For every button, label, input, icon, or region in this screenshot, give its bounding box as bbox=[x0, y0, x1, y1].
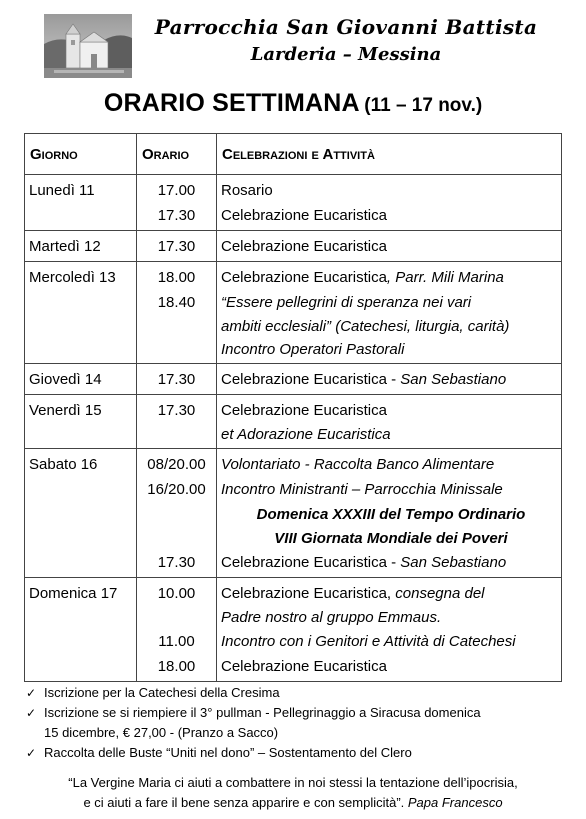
activity-line: Celebrazione Eucaristica bbox=[221, 238, 387, 255]
activity-line: Celebrazione Eucaristica, consegna del bbox=[221, 585, 485, 602]
activity-line: et Adorazione Eucaristica bbox=[221, 426, 391, 443]
header-activity: Celebrazioni e Attività bbox=[217, 134, 562, 175]
time-value: 17.00 bbox=[157, 182, 196, 199]
activity-cell bbox=[217, 364, 562, 395]
page-title bbox=[0, 89, 586, 118]
activity-line: Celebrazione Eucaristica - San Sebastiano bbox=[221, 554, 507, 571]
quote-author: Papa Francesco bbox=[407, 795, 503, 810]
activity-cell bbox=[217, 262, 562, 364]
time-cell bbox=[137, 395, 217, 449]
checkmark-icon: ✓ bbox=[26, 686, 37, 700]
activity-cell bbox=[217, 231, 562, 262]
day-cell bbox=[25, 175, 137, 231]
table-row bbox=[25, 395, 562, 449]
day-cell bbox=[25, 578, 137, 682]
time-cell bbox=[137, 449, 217, 578]
time-value: 08/20.00 bbox=[147, 456, 206, 473]
day-cell bbox=[25, 395, 137, 449]
time-value: 18.00 bbox=[157, 658, 196, 675]
note-item-continued: 15 dicembre, € 27,00 - (Pranzo a Sacco) bbox=[44, 725, 279, 740]
activity-line: Celebrazione Eucaristica, Parr. Mili Marina bbox=[221, 269, 504, 286]
day-label: Sabato 16 bbox=[29, 456, 98, 473]
note-item: ✓ Iscrizione se si riempiere il 3° pullman - Pellegrinaggio a Siracusa domenica bbox=[24, 703, 564, 723]
time-value: 17.30 bbox=[157, 371, 196, 388]
activity-line: Rosario bbox=[221, 182, 273, 199]
day-cell bbox=[25, 364, 137, 395]
day-label: Lunedì 11 bbox=[29, 182, 95, 199]
activity-line: Incontro con i Genitori e Attività di Catechesi bbox=[221, 633, 516, 650]
time-value: 17.30 bbox=[157, 238, 196, 255]
day-label: Venerdì 15 bbox=[29, 402, 102, 419]
activity-line: Volontariato - Raccolta Banco Alimentare bbox=[221, 456, 495, 473]
activity-line-highlight: Domenica XXXIII del Tempo Ordinario bbox=[256, 506, 526, 523]
time-value: 17.30 bbox=[157, 207, 196, 224]
time-cell bbox=[137, 364, 217, 395]
activity-cell bbox=[217, 449, 562, 578]
day-cell bbox=[25, 231, 137, 262]
day-label: Martedì 12 bbox=[29, 238, 101, 255]
activity-line: ambiti ecclesiali” (Catechesi, liturgia, carità) bbox=[221, 318, 510, 335]
note-item: ✓ Raccolta delle Buste “Uniti nel dono” – Sostentamento del Clero bbox=[24, 743, 564, 763]
time-value: 17.30 bbox=[157, 554, 196, 571]
parish-name: Parrocchia San Giovanni Battista bbox=[154, 15, 538, 39]
activity-line: Celebrazione Eucaristica bbox=[221, 658, 387, 675]
table-row bbox=[25, 231, 562, 262]
schedule-table bbox=[24, 133, 562, 682]
activity-cell bbox=[217, 578, 562, 682]
closing-quote bbox=[10, 773, 576, 813]
header-time: Orario bbox=[137, 134, 217, 175]
day-label: Giovedì 14 bbox=[29, 371, 102, 388]
time-cell bbox=[137, 262, 217, 364]
activity-line: Celebrazione Eucaristica bbox=[221, 207, 387, 224]
time-value: 16/20.00 bbox=[147, 481, 206, 498]
time-cell bbox=[137, 175, 217, 231]
time-value: 18.00 bbox=[157, 269, 196, 286]
title-dates: (11 – 17 nov.) bbox=[364, 95, 483, 116]
activity-line: Celebrazione Eucaristica bbox=[221, 402, 387, 419]
time-value: 11.00 bbox=[158, 633, 195, 650]
time-value: 17.30 bbox=[157, 402, 196, 419]
table-row bbox=[25, 262, 562, 364]
time-cell bbox=[137, 231, 217, 262]
table-header-row bbox=[25, 134, 562, 175]
header-day: Giorno bbox=[25, 134, 137, 175]
quote-line: e ci aiuti a fare il bene senza apparire e con semplicità”. Papa Francesco bbox=[83, 795, 503, 810]
activity-line: Incontro Ministranti – Parrocchia Minissale bbox=[221, 481, 503, 498]
activity-line: Padre nostro al gruppo Emmaus. bbox=[221, 609, 442, 626]
activity-cell bbox=[217, 395, 562, 449]
activity-line: Celebrazione Eucaristica - San Sebastiano bbox=[221, 371, 507, 388]
table-row bbox=[25, 449, 562, 578]
activity-line: Incontro Operatori Pastorali bbox=[221, 341, 405, 358]
table-row bbox=[25, 578, 562, 682]
table-row bbox=[25, 175, 562, 231]
table-row bbox=[25, 364, 562, 395]
notes-list bbox=[24, 683, 564, 763]
time-value: 10.00 bbox=[157, 585, 196, 602]
activity-cell bbox=[217, 175, 562, 231]
activity-line: “Essere pellegrini di speranza nei vari bbox=[221, 294, 472, 311]
activity-line-highlight: VIII Giornata Mondiale dei Poveri bbox=[274, 530, 508, 547]
header bbox=[0, 0, 586, 84]
day-label: Domenica 17 bbox=[29, 585, 118, 602]
time-cell bbox=[137, 578, 217, 682]
note-item: ✓ Iscrizione per la Catechesi della Cresima bbox=[24, 683, 564, 703]
day-label: Mercoledì 13 bbox=[29, 269, 116, 286]
parish-place: Larderia – Messina bbox=[250, 44, 442, 65]
title-main: ORARIO SETTIMANA bbox=[103, 89, 360, 117]
quote-line: “La Vergine Maria ci aiuti a combattere in noi stessi la tentazione dell’ipocrisia, bbox=[68, 775, 518, 790]
checkmark-icon: ✓ bbox=[26, 706, 37, 720]
checkmark-icon: ✓ bbox=[26, 746, 37, 760]
time-value: 18.40 bbox=[157, 294, 196, 311]
day-cell bbox=[25, 262, 137, 364]
day-cell bbox=[25, 449, 137, 578]
church-photo-icon bbox=[44, 14, 132, 78]
